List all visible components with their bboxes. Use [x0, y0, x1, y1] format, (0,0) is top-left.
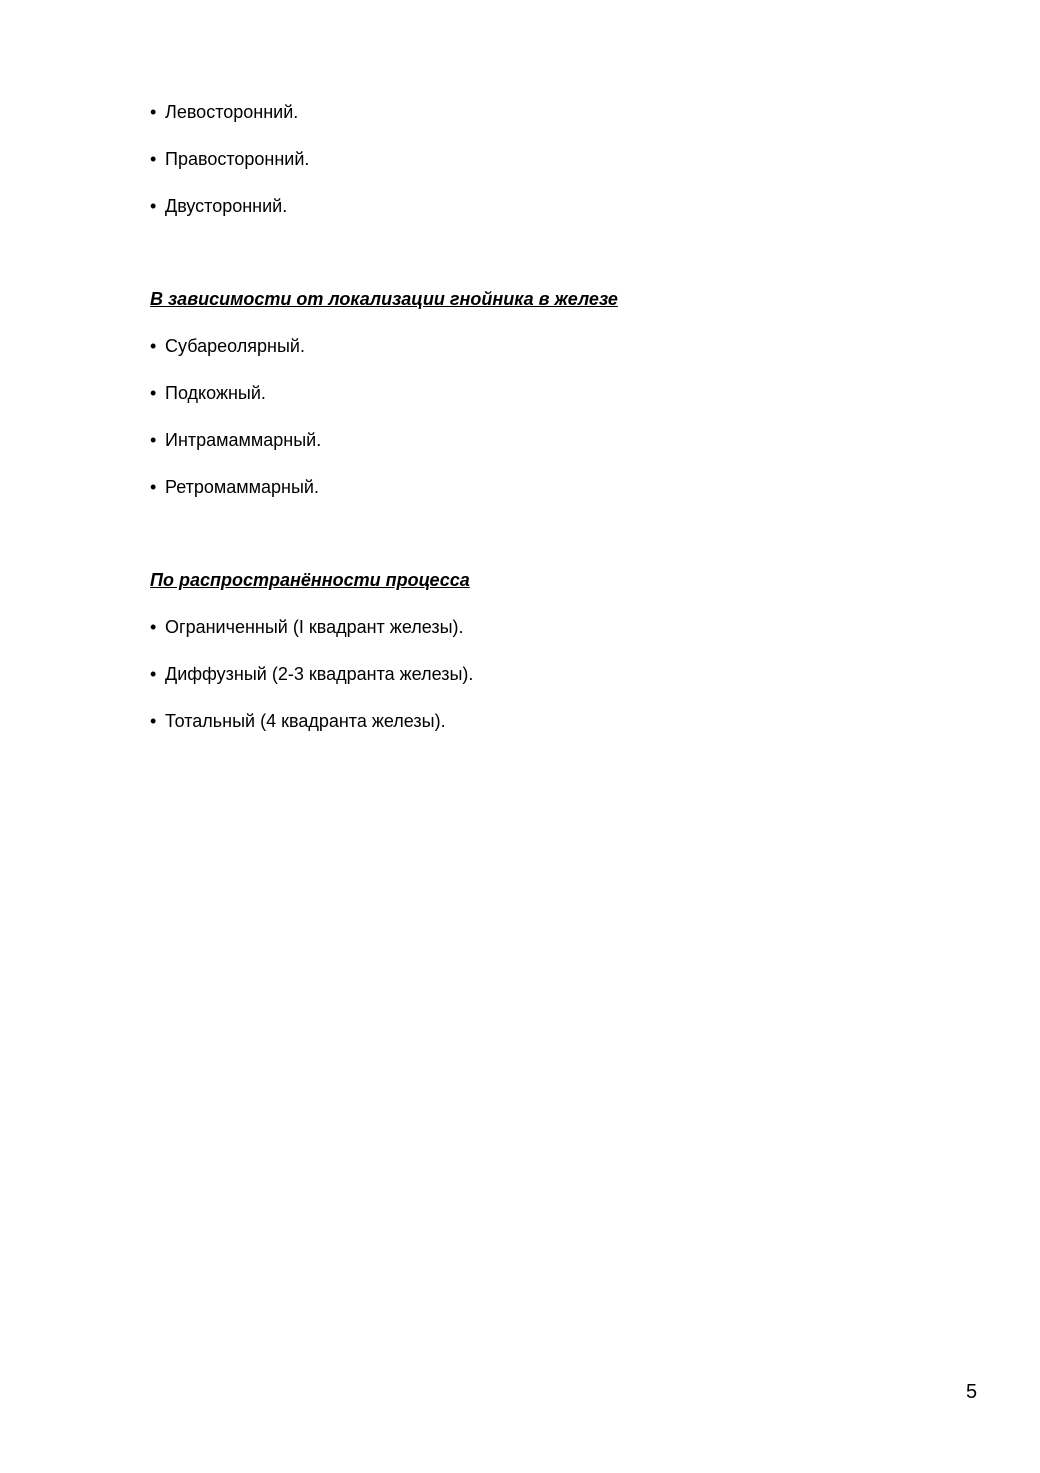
- bullet-list-prevalence: [150, 613, 910, 735]
- list-item-text: Субареолярный.: [165, 336, 305, 356]
- bullet-icon: •: [150, 149, 157, 169]
- list-item: [150, 98, 910, 126]
- list-item: [150, 613, 910, 641]
- list-item-text: Левосторонний.: [165, 102, 299, 122]
- list-item-text: Интрамаммарный.: [165, 430, 322, 450]
- section-spacer: [150, 239, 910, 285]
- bullet-icon: •: [150, 711, 157, 731]
- list-item-text: Ретромаммарный.: [165, 477, 319, 497]
- bullet-list-side: [150, 98, 910, 220]
- list-item-text: Тотальный (4 квадранта железы).: [165, 711, 446, 731]
- bullet-icon: •: [150, 477, 157, 497]
- bullet-list-localization: [150, 332, 910, 501]
- list-item-text: Подкожный.: [165, 383, 266, 403]
- list-item-text: Правосторонний.: [165, 149, 310, 169]
- list-item: [150, 145, 910, 173]
- list-item-text: Двусторонний.: [165, 196, 288, 216]
- section-heading-localization: В зависимости от локализации гнойника в железе: [150, 289, 618, 309]
- list-item-text: Диффузный (2-3 квадранта железы).: [165, 664, 474, 684]
- list-item: [150, 426, 910, 454]
- bullet-icon: •: [150, 664, 157, 684]
- bullet-icon: •: [150, 617, 157, 637]
- list-item: [150, 660, 910, 688]
- list-item: [150, 332, 910, 360]
- page-number: 5: [966, 1381, 978, 1403]
- list-item: [150, 473, 910, 501]
- section-spacer: [150, 520, 910, 566]
- list-item: [150, 192, 910, 220]
- list-item-text: Ограниченный (I квадрант железы).: [165, 617, 464, 637]
- list-item: [150, 379, 910, 407]
- list-item: [150, 707, 910, 735]
- section-heading-prevalence: По распространённости процесса: [150, 570, 470, 590]
- page-content: [150, 98, 910, 754]
- bullet-icon: •: [150, 102, 157, 122]
- bullet-icon: •: [150, 196, 157, 216]
- bullet-icon: •: [150, 383, 157, 403]
- bullet-icon: •: [150, 336, 157, 356]
- bullet-icon: •: [150, 430, 157, 450]
